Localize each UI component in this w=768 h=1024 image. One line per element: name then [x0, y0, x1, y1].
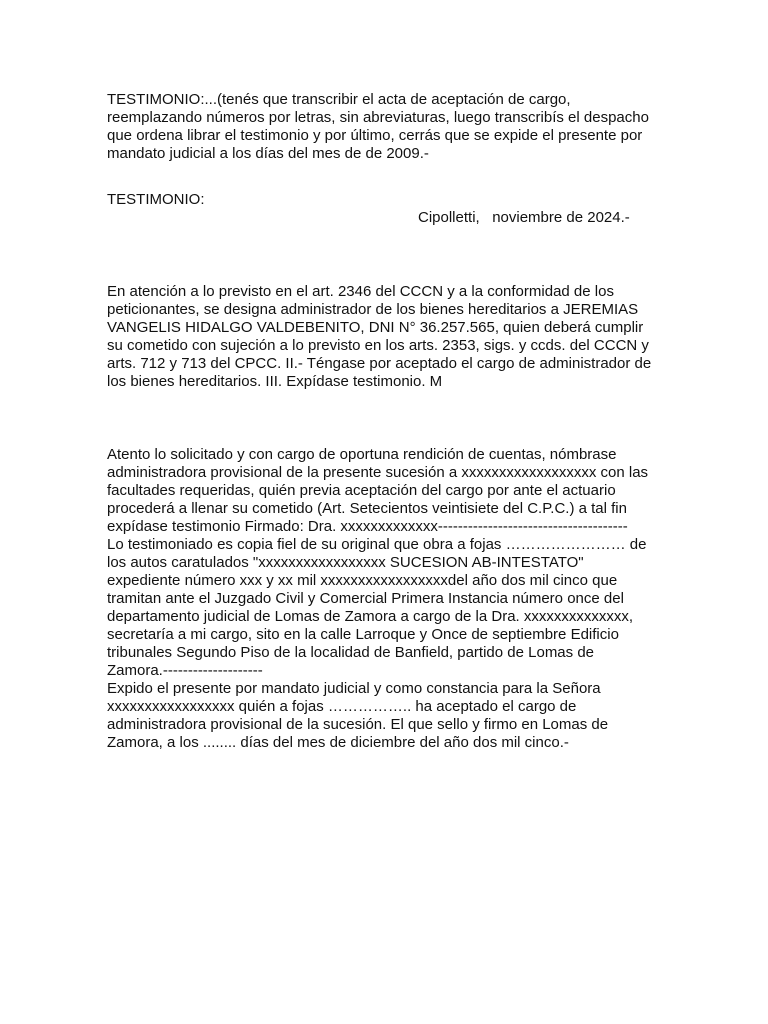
text-line: administradora provisional de la presente sucesión a xxxxxxxxxxxxxxxxxx con las — [107, 464, 649, 481]
text-line: su cometido con sujeción a lo previsto en los arts. 2353, sigs. y ccds. del CCCN y — [107, 337, 649, 354]
text-line: procederá a llenar su cometido (Art. Setecientos veintisiete del C.P.C.) a tal fin — [107, 500, 627, 517]
text-line: Zamora.-------------------- — [107, 662, 263, 679]
text-line: xxxxxxxxxxxxxxxxx quién a fojas …………….. ha aceptado el cargo de — [107, 698, 577, 715]
text-line: arts. 712 y 713 del CPCC. II.- Téngase por aceptado el cargo de administrador de — [107, 355, 652, 372]
text-line: administradora provisional de la sucesión. El que sello y firmo en Lomas de — [107, 716, 609, 733]
heading-block — [107, 191, 655, 227]
text-line: VANGELIS HIDALGO VALDEBENITO, DNI N° 36.257.565, quien deberá cumplir — [107, 319, 644, 336]
text-line: TESTIMONIO:...(tenés que transcribir el acta de aceptación de cargo, — [107, 91, 571, 108]
paragraph-testimony — [107, 446, 655, 752]
text-line: que ordena librar el testimonio y por último, cerrás que se expide el presente por — [107, 127, 643, 144]
text-line: los autos caratulados "xxxxxxxxxxxxxxxxx SUCESION AB-INTESTATO" — [107, 554, 584, 571]
text-line: los bienes hereditarios. III. Expídase testimonio. M — [107, 373, 443, 390]
text-line: facultades requeridas, quién previa aceptación del cargo por ante el actuario — [107, 482, 616, 499]
document-page — [107, 91, 655, 752]
text-line: tribunales Segundo Piso de la localidad de Banfield, partido de Lomas de — [107, 644, 595, 661]
text-line: Zamora, a los ........ días del mes de diciembre del año dos mil cinco.- — [107, 734, 569, 751]
text-line: expediente número xxx y xx mil xxxxxxxxxxxxxxxxxdel año dos mil cinco que — [107, 572, 618, 589]
text-line: departamento judicial de Lomas de Zamora a cargo de la Dra. xxxxxxxxxxxxxx, — [107, 608, 634, 625]
text-line: reemplazando números por letras, sin abreviaturas, luego transcribís el despacho — [107, 109, 649, 126]
text-line: expídase testimonio Firmado: Dra. xxxxxxxxxxxxx-------------------------------------- — [107, 518, 628, 535]
paragraph-designation — [107, 283, 655, 391]
text-line: En atención a lo previsto en el art. 2346 del CCCN y a la conformidad de los — [107, 283, 614, 300]
text-line: Expido el presente por mandato judicial y como constancia para la Señora — [107, 680, 601, 697]
text-line: mandato judicial a los días del mes de de 2009.- — [107, 145, 429, 162]
document-heading: TESTIMONIO: — [107, 191, 205, 208]
text-line: secretaría a mi cargo, sito en la calle Larroque y Once de septiembre Edificio — [107, 626, 619, 643]
text-line: Lo testimoniado es copia fiel de su original que obra a fojas …………………… de — [107, 536, 647, 553]
intro-note — [107, 91, 655, 163]
text-line: peticionantes, se designa administrador de los bienes hereditarios a JEREMIAS — [107, 301, 639, 318]
text-line: Atento lo solicitado y con cargo de oportuna rendición de cuentas, nómbrase — [107, 446, 617, 463]
text-line: tramitan ante el Juzgado Civil y Comercial Primera Instancia número once del — [107, 590, 624, 607]
place-date: Cipolletti, noviembre de 2024.- — [418, 209, 630, 226]
